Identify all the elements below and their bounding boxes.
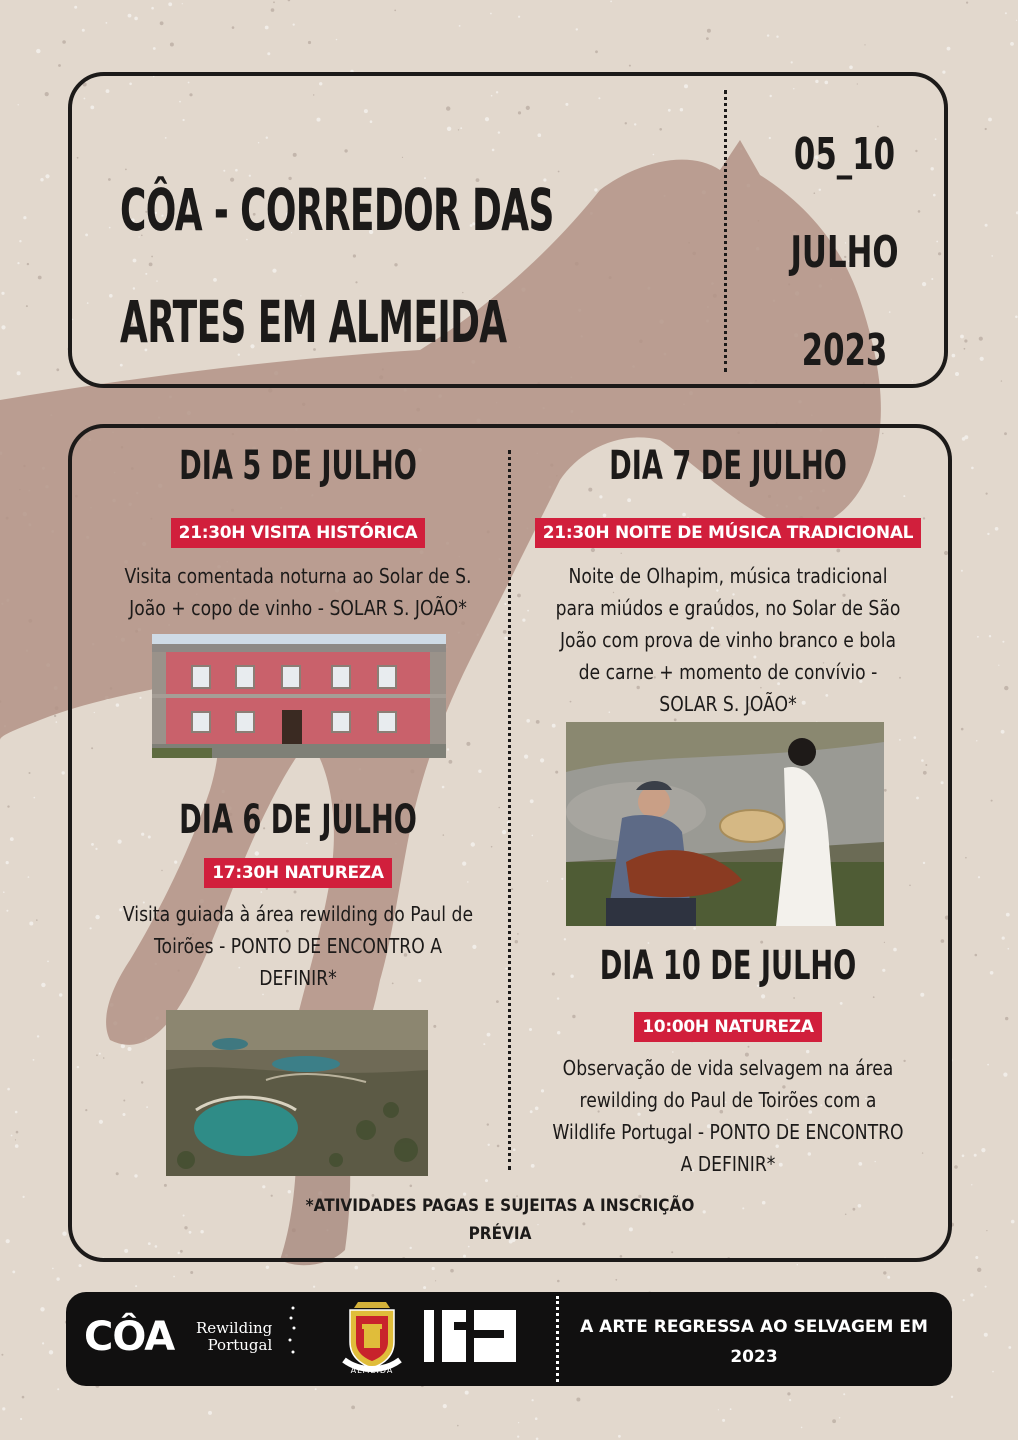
day-10-section (522, 942, 934, 1180)
day-6-title: DIA 6 DE JULHO (179, 797, 417, 843)
day-5-tag: 21:30H VISITA HISTÓRICA (171, 518, 426, 548)
day-5-section (92, 442, 504, 624)
footer-divider (556, 1296, 559, 1382)
page-title (120, 154, 678, 378)
day-6-tag: 17:30H NATUREZA (204, 858, 391, 888)
coa-logo: CÔA (84, 1314, 175, 1360)
day-6-section (92, 796, 504, 994)
solar-photo (152, 634, 446, 758)
title-line-1: CÔA - CORREDOR DAS (120, 176, 554, 244)
header-box (68, 72, 948, 388)
day-5-description: Visita comentada noturna ao Solar de S. João + copo de vinho - SOLAR S. JOÃO* (124, 564, 472, 620)
rewilding-logo-line-2: Portugal (207, 1336, 273, 1354)
day-7-description: Noite de Olhapim, música tradicional para miúdos e graúdos, no Solar de São João com prova de vinho branco e bola de carne + momento de convívio - SOLAR S. JOÃO* (555, 564, 901, 716)
date-year: 2023 (801, 325, 888, 376)
rewilding-portugal-logo (196, 1320, 272, 1354)
date-month: JULHO (790, 227, 899, 278)
column-divider (508, 450, 511, 1170)
almeida-label: ALMEIDA (350, 1366, 394, 1375)
day-7-tag: 21:30H NOITE DE MÚSICA TRADICIONAL (535, 518, 921, 548)
paul-toiroes-photo (166, 1010, 428, 1176)
rewilding-logo-line-1: Rewilding (196, 1319, 273, 1337)
day-5-title: DIA 5 DE JULHO (179, 443, 417, 489)
footer-tagline: A ARTE REGRESSA AO SELVAGEM EM 2023 (580, 1317, 928, 1367)
day-7-section (522, 442, 934, 720)
date-range: 05_10 (793, 129, 896, 180)
footnote: *ATIVIDADES PAGAS E SUJEITAS A INSCRIÇÃO PRÉVIA (305, 1196, 695, 1244)
footer-bar (66, 1292, 952, 1386)
day-10-description: Observação de vida selvagem na área rewilding do Paul de Toirões com a Wildlife Portugal - PONTO DE ENCONTRO A DEFINIR* (552, 1056, 904, 1176)
header-divider (724, 90, 727, 372)
day-10-tag: 10:00H NATUREZA (634, 1012, 821, 1042)
day-6-description: Visita guiada à área rewilding do Paul de Toirões - PONTO DE ENCONTRO A DEFINIR* (122, 902, 474, 990)
institutional-logo-icon (424, 1308, 520, 1364)
almeida-crest-icon (340, 1302, 404, 1376)
title-line-2: ARTES EM ALMEIDA (120, 288, 507, 356)
music-photo (566, 722, 884, 926)
day-10-title: DIA 10 DE JULHO (599, 943, 857, 989)
rewilding-dots-icon (288, 1302, 298, 1362)
program-box (68, 424, 952, 1262)
date-block (737, 106, 952, 400)
day-7-title: DIA 7 DE JULHO (609, 443, 847, 489)
